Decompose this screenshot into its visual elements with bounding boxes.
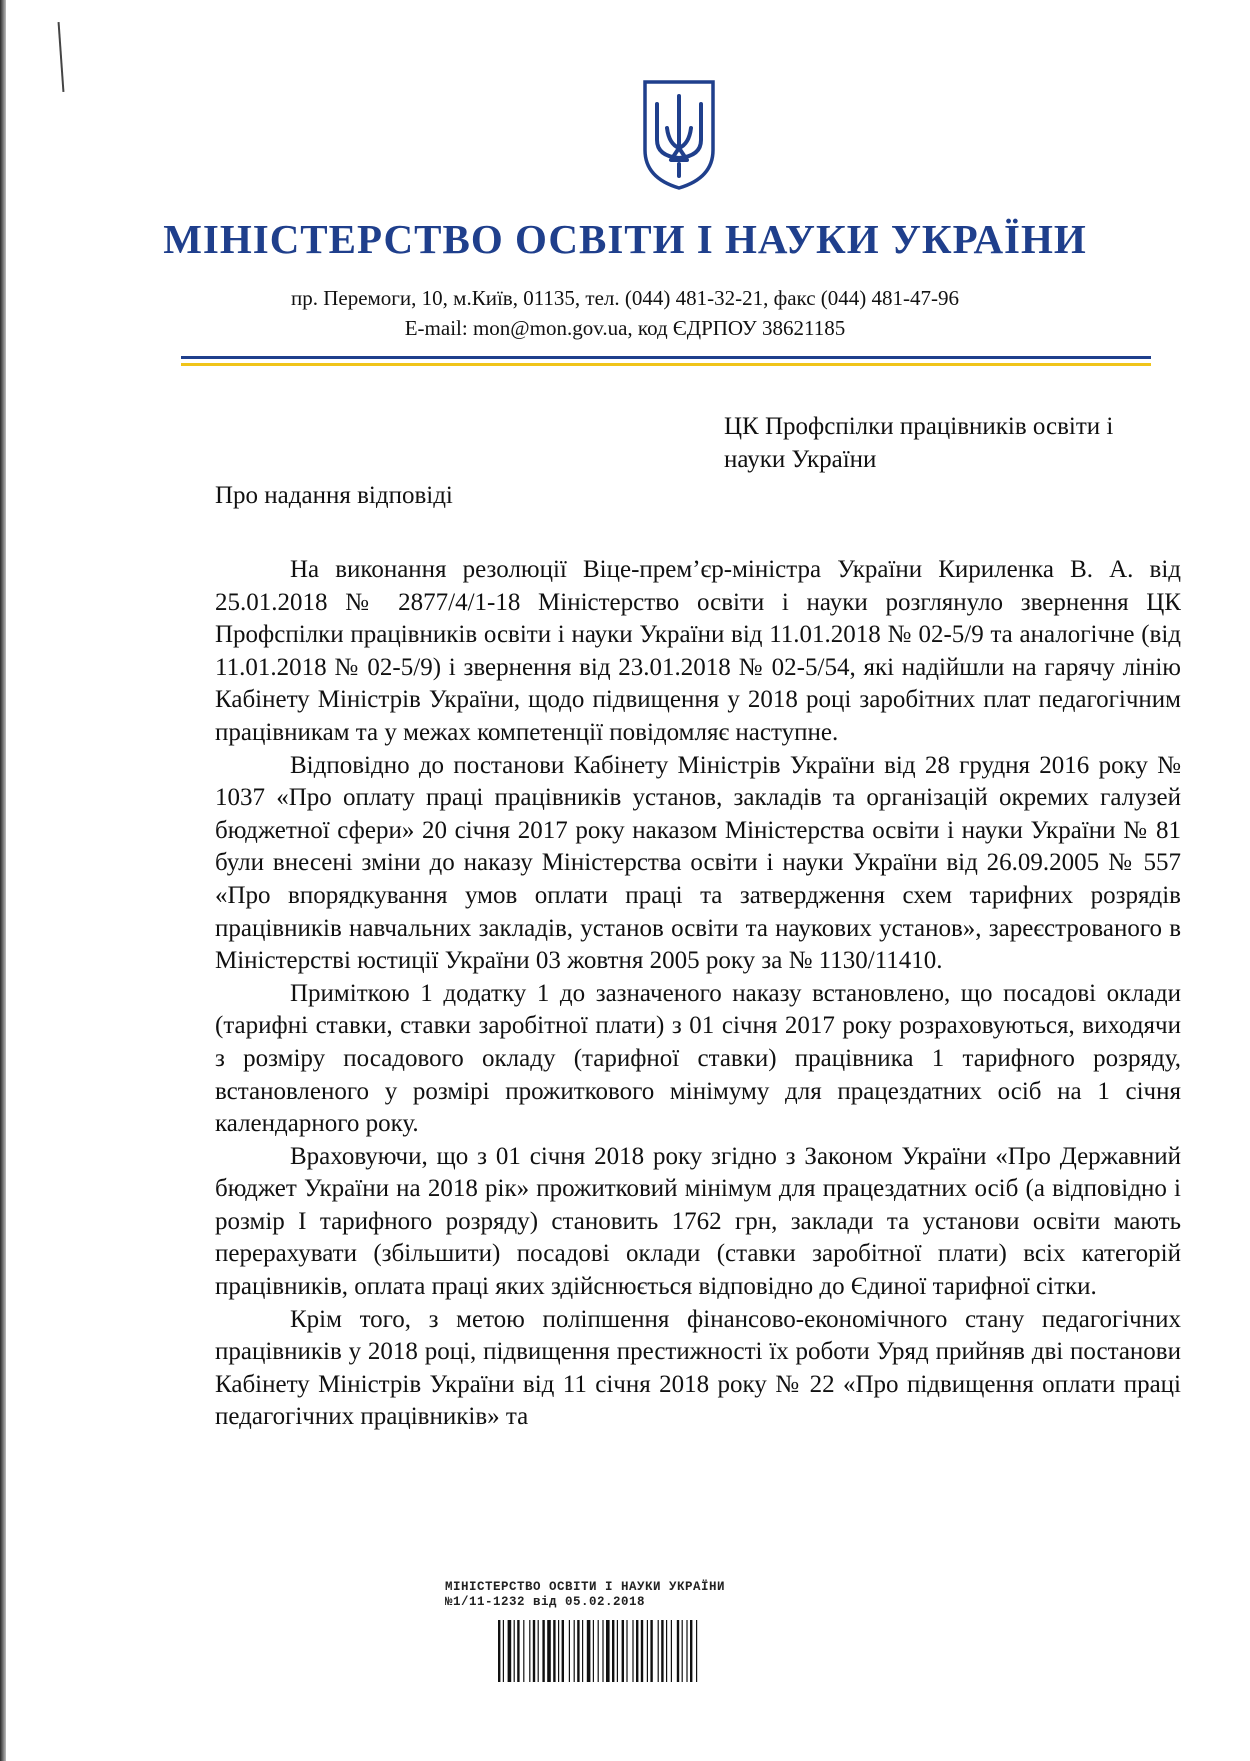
barcode-bar [538,1620,539,1682]
scan-edge-shadow [0,0,6,1761]
barcode-bar [547,1620,551,1682]
barcode-bar [666,1620,667,1682]
registration-stamp [445,1580,725,1610]
barcode-bar [658,1620,659,1682]
barcode-bar [612,1620,614,1682]
letter-subject: Про надання відповіді [215,482,453,509]
ministry-contacts: E-mail: mon@mon.gov.ua, код ЄДРПОУ 38621185 [404,316,846,340]
stamp-line-1: МІНІСТЕРСТВО ОСВІТИ І НАУКИ УКРАЇНИ [445,1580,726,1594]
scan-mark [58,22,65,92]
barcode-icon [496,1620,748,1682]
barcode-bar [636,1620,638,1682]
barcode-bar [582,1620,583,1682]
recipient-line-1: ЦК Профспілки працівників освіти і [724,413,1114,440]
barcode-bar [650,1620,652,1682]
barcode-bar [587,1620,591,1682]
header-rule-blue [181,356,1151,359]
ministry-address: пр. Перемоги, 10, м.Київ, 01135, тел. (044) 481-32-21, факс (044) 481-47-96 [290,286,960,310]
barcode-bar [661,1620,663,1682]
barcode-bar [641,1620,643,1682]
barcode-bar [602,1620,603,1682]
barcode-bar [606,1620,610,1682]
body-paragraph-2: Відповідно до постанови Кабінету Міністрів України від 28 грудня 2016 року № 1037 «Про оплату праці працівників установ, закладів та організацій окремих галузей бюджетної сфери» 20 січня 2017 року наказом Міністерства освіти і науки України № 81 були внесені зміни до наказу Міністерства освіти і науки України від 26.09.2005 № 557 «Про впорядкування умов оплати праці та затвердження схем тарифних розрядів працівників навчальних закладів, установ освіти та наукових установ», зареєстрованого в Міністерстві юстиції України 03 жовтня 2005 року за № 1130/11410. [215,751,1181,975]
ministry-title: МІНІСТЕРСТВО ОСВІТИ І НАУКИ УКРАЇНИ [163,216,1087,262]
recipient-block [724,410,1194,476]
body-paragraph-1: На виконання резолюції Віце-прем’єр-міністра України Кириленка В. А. від 25.01.2018 № 2877/4/1-18 Міністерство освіти і науки розглянуло звернення ЦК Профспілки працівників освіти і науки України від 11.01.2018 № 02-5/9 та аналогічне (від 11.01.2018 № 02-5/9) і звернення від 23.01.2018 № 02-5/54, які надійшли на гарячу лінію Кабінету Міністрів України, щодо підвищення у 2018 році заробітних плат педагогічним працівникам та у межах компетенції повідомляє наступне. [215,556,1181,746]
barcode-bar [682,1620,683,1682]
barcode-bar [622,1620,624,1682]
barcode-bar [542,1620,544,1682]
body-paragraph-5: Крім того, з метою поліпшення фінансово-економічного стану педагогічних працівників у 2018 році, підвищення престижності їх роботи Уряд прийняв дві постанови Кабінету Міністрів України від 11 січня 2018 року № 22 «Про підвищення оплати праці педагогічних працівників» та [215,1305,1181,1431]
body-paragraph-3: Приміткою 1 додатку 1 до зазначеного наказу встановлено, що посадові оклади (тарифні ставки, ставки заробітної плати) з 01 січня 2017 року розраховуються, виходячи з розміру посадового окладу (тарифної ставки) працівника 1 тарифного розряду, встановленого у розмірі прожиткового мінімуму для працездатних осіб на 1 січня календарного року. [215,979,1181,1138]
barcode-bar [647,1620,648,1682]
trident-icon [641,78,717,190]
barcode-bar [569,1620,570,1682]
barcode-bar [577,1620,579,1682]
recipient-line-2: науки України [724,446,877,473]
barcode-bar [632,1620,633,1682]
header-rule-yellow [181,363,1151,366]
barcode-bar [617,1620,618,1682]
barcode-bar [686,1620,687,1682]
barcode-bar [626,1620,627,1682]
barcode-bar [503,1620,504,1682]
barcode-bar [508,1620,512,1682]
body-paragraph-4: Враховуючи, що з 01 січня 2018 року згідно з Законом України «Про Державний бюджет України на 2018 рік» прожитковий мінімум для працездатних осіб (а відповідно і розмір I тарифного розряду) становить 1762 грн, заклади та установи освіти мають перерахувати (збільшити) посадові оклади (ставки заробітної плати) всіх категорій працівників, оплата праці яких здійснюється відповідно до Єдиної тарифної сітки. [215,1142,1181,1301]
barcode-bar [533,1620,535,1682]
barcode-bar [529,1620,530,1682]
barcode-bar [558,1620,559,1682]
barcode-bar [562,1620,564,1682]
barcode-bar [517,1620,519,1682]
barcode-bar [574,1620,575,1682]
barcode-bar [514,1620,515,1682]
barcode-bar [677,1620,679,1682]
barcode-bar [523,1620,524,1682]
barcode-bar [690,1620,692,1682]
barcode-bar [553,1620,555,1682]
barcode-bar [598,1620,599,1682]
barcode-bar [498,1620,500,1682]
stamp-line-2: №1/11-1232 від 05.02.2018 [445,1595,646,1609]
barcode-bar [671,1620,672,1682]
barcode-bar [593,1620,594,1682]
letter-body [215,554,1181,1434]
barcode-bar [696,1620,697,1682]
